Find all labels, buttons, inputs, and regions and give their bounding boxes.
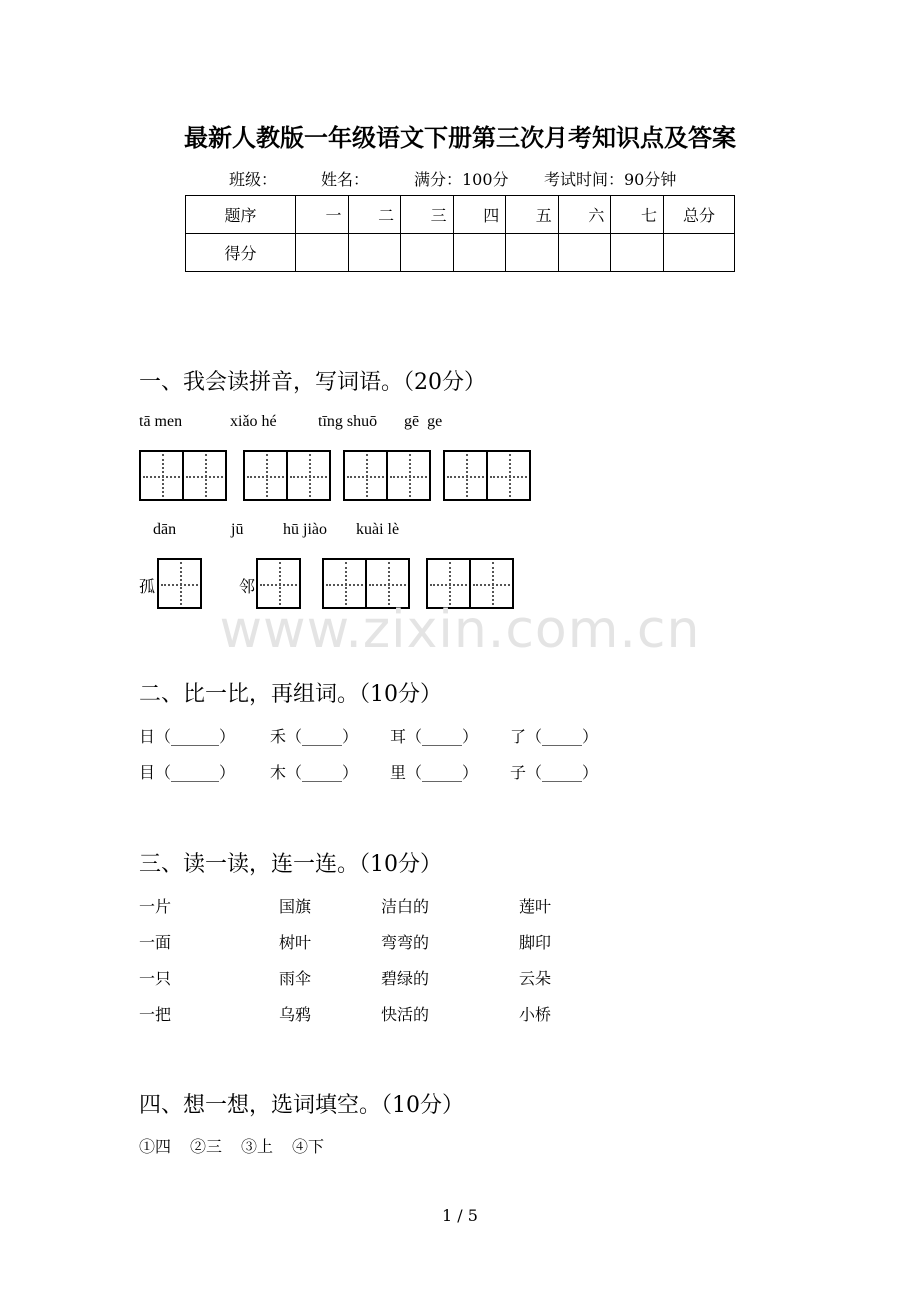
full-score-label: 满分：100分	[414, 170, 509, 189]
writing-cell[interactable]	[182, 452, 225, 499]
name-label: 姓名：	[321, 170, 370, 189]
score-input-cell[interactable]	[453, 234, 506, 272]
table-cell: 得分	[186, 234, 296, 272]
table-cell: 七	[611, 196, 664, 234]
match-item[interactable]: 碧绿的	[381, 969, 430, 988]
exam-time-label: 考试时间：90分钟	[544, 170, 677, 189]
score-input-cell[interactable]	[401, 234, 454, 272]
score-input-cell[interactable]	[611, 234, 664, 272]
writing-cell[interactable]	[245, 452, 286, 499]
match-item[interactable]: 雨伞	[279, 969, 312, 988]
match-item[interactable]: 树叶	[279, 933, 312, 952]
pinyin-label: tā men	[139, 413, 183, 430]
writing-grid[interactable]	[139, 450, 227, 501]
score-table-score-row	[186, 234, 735, 272]
table-cell: 六	[558, 196, 611, 234]
writing-cell[interactable]	[386, 452, 429, 499]
writing-cell[interactable]	[345, 452, 386, 499]
compare-item: 里（_____）	[390, 763, 479, 782]
pinyin-label: dān	[153, 521, 177, 538]
score-input-cell[interactable]	[348, 234, 401, 272]
option-item: ④下	[292, 1137, 325, 1156]
watermark: www.zixin.com.cn	[219, 600, 701, 660]
prefix-char: 邻	[239, 577, 256, 596]
compare-item: 木（_____）	[270, 763, 359, 782]
compare-item: 耳（_____）	[390, 727, 479, 746]
match-item[interactable]: 一只	[139, 969, 172, 988]
pinyin-label: xiǎo hé	[230, 413, 277, 430]
match-item[interactable]: 快活的	[381, 1005, 430, 1024]
compare-item: 禾（_____）	[270, 727, 359, 746]
writing-grid[interactable]	[343, 450, 431, 501]
pinyin-label: kuài lè	[356, 521, 400, 538]
score-input-cell[interactable]	[664, 234, 735, 272]
match-item[interactable]: 弯弯的	[381, 933, 430, 952]
match-item[interactable]: 云朵	[519, 969, 552, 988]
pinyin-label: gē ge	[404, 413, 443, 430]
table-cell: 总分	[664, 196, 735, 234]
match-item[interactable]: 一把	[139, 1005, 172, 1024]
pinyin-label: tīng shuō	[318, 413, 378, 430]
option-item: ①四	[139, 1137, 172, 1156]
table-cell: 一	[296, 196, 349, 234]
match-item[interactable]: 一片	[139, 897, 172, 916]
option-item: ②三	[190, 1137, 223, 1156]
score-input-cell[interactable]	[296, 234, 349, 272]
score-table-header-row	[186, 196, 735, 234]
compare-item: 了（_____）	[510, 727, 599, 746]
score-table	[185, 195, 735, 272]
table-cell: 题序	[186, 196, 296, 234]
section-4-heading: 四、想一想，选词填空。（10分）	[139, 1093, 464, 1118]
writing-cell[interactable]	[141, 452, 182, 499]
match-item[interactable]: 小桥	[519, 1005, 552, 1024]
writing-grid[interactable]	[243, 450, 331, 501]
section-2-heading: 二、比一比，再组词。（10分）	[139, 682, 442, 707]
score-input-cell[interactable]	[558, 234, 611, 272]
score-input-cell[interactable]	[506, 234, 559, 272]
compare-item: 日（______）	[139, 727, 236, 746]
prefix-char: 孤	[139, 577, 156, 596]
pinyin-label: jū	[231, 521, 244, 538]
writing-cell[interactable]	[486, 452, 529, 499]
option-item: ③上	[241, 1137, 274, 1156]
match-item[interactable]: 乌鸦	[279, 1005, 312, 1024]
pinyin-label: hū jiào	[283, 521, 327, 538]
page-title: 最新人教版一年级语文下册第三次月考知识点及答案	[184, 123, 736, 152]
section-3-heading: 三、读一读，连一连。（10分）	[139, 852, 442, 877]
class-label: 班级：	[229, 170, 278, 189]
match-item[interactable]: 脚印	[519, 933, 552, 952]
table-cell: 五	[506, 196, 559, 234]
match-item[interactable]: 一面	[139, 933, 172, 952]
table-cell: 三	[401, 196, 454, 234]
match-item[interactable]: 国旗	[279, 897, 312, 916]
compare-item: 目（______）	[139, 763, 236, 782]
table-cell: 二	[348, 196, 401, 234]
writing-cell[interactable]	[286, 452, 329, 499]
compare-item: 子（_____）	[510, 763, 599, 782]
section-1-heading: 一、我会读拼音，写词语。（20分）	[139, 370, 486, 395]
writing-grid[interactable]	[443, 450, 531, 501]
page-number: 1 / 5	[442, 1206, 478, 1225]
match-item[interactable]: 洁白的	[381, 897, 430, 916]
match-item[interactable]: 莲叶	[519, 897, 552, 916]
table-cell: 四	[453, 196, 506, 234]
writing-cell[interactable]	[445, 452, 486, 499]
